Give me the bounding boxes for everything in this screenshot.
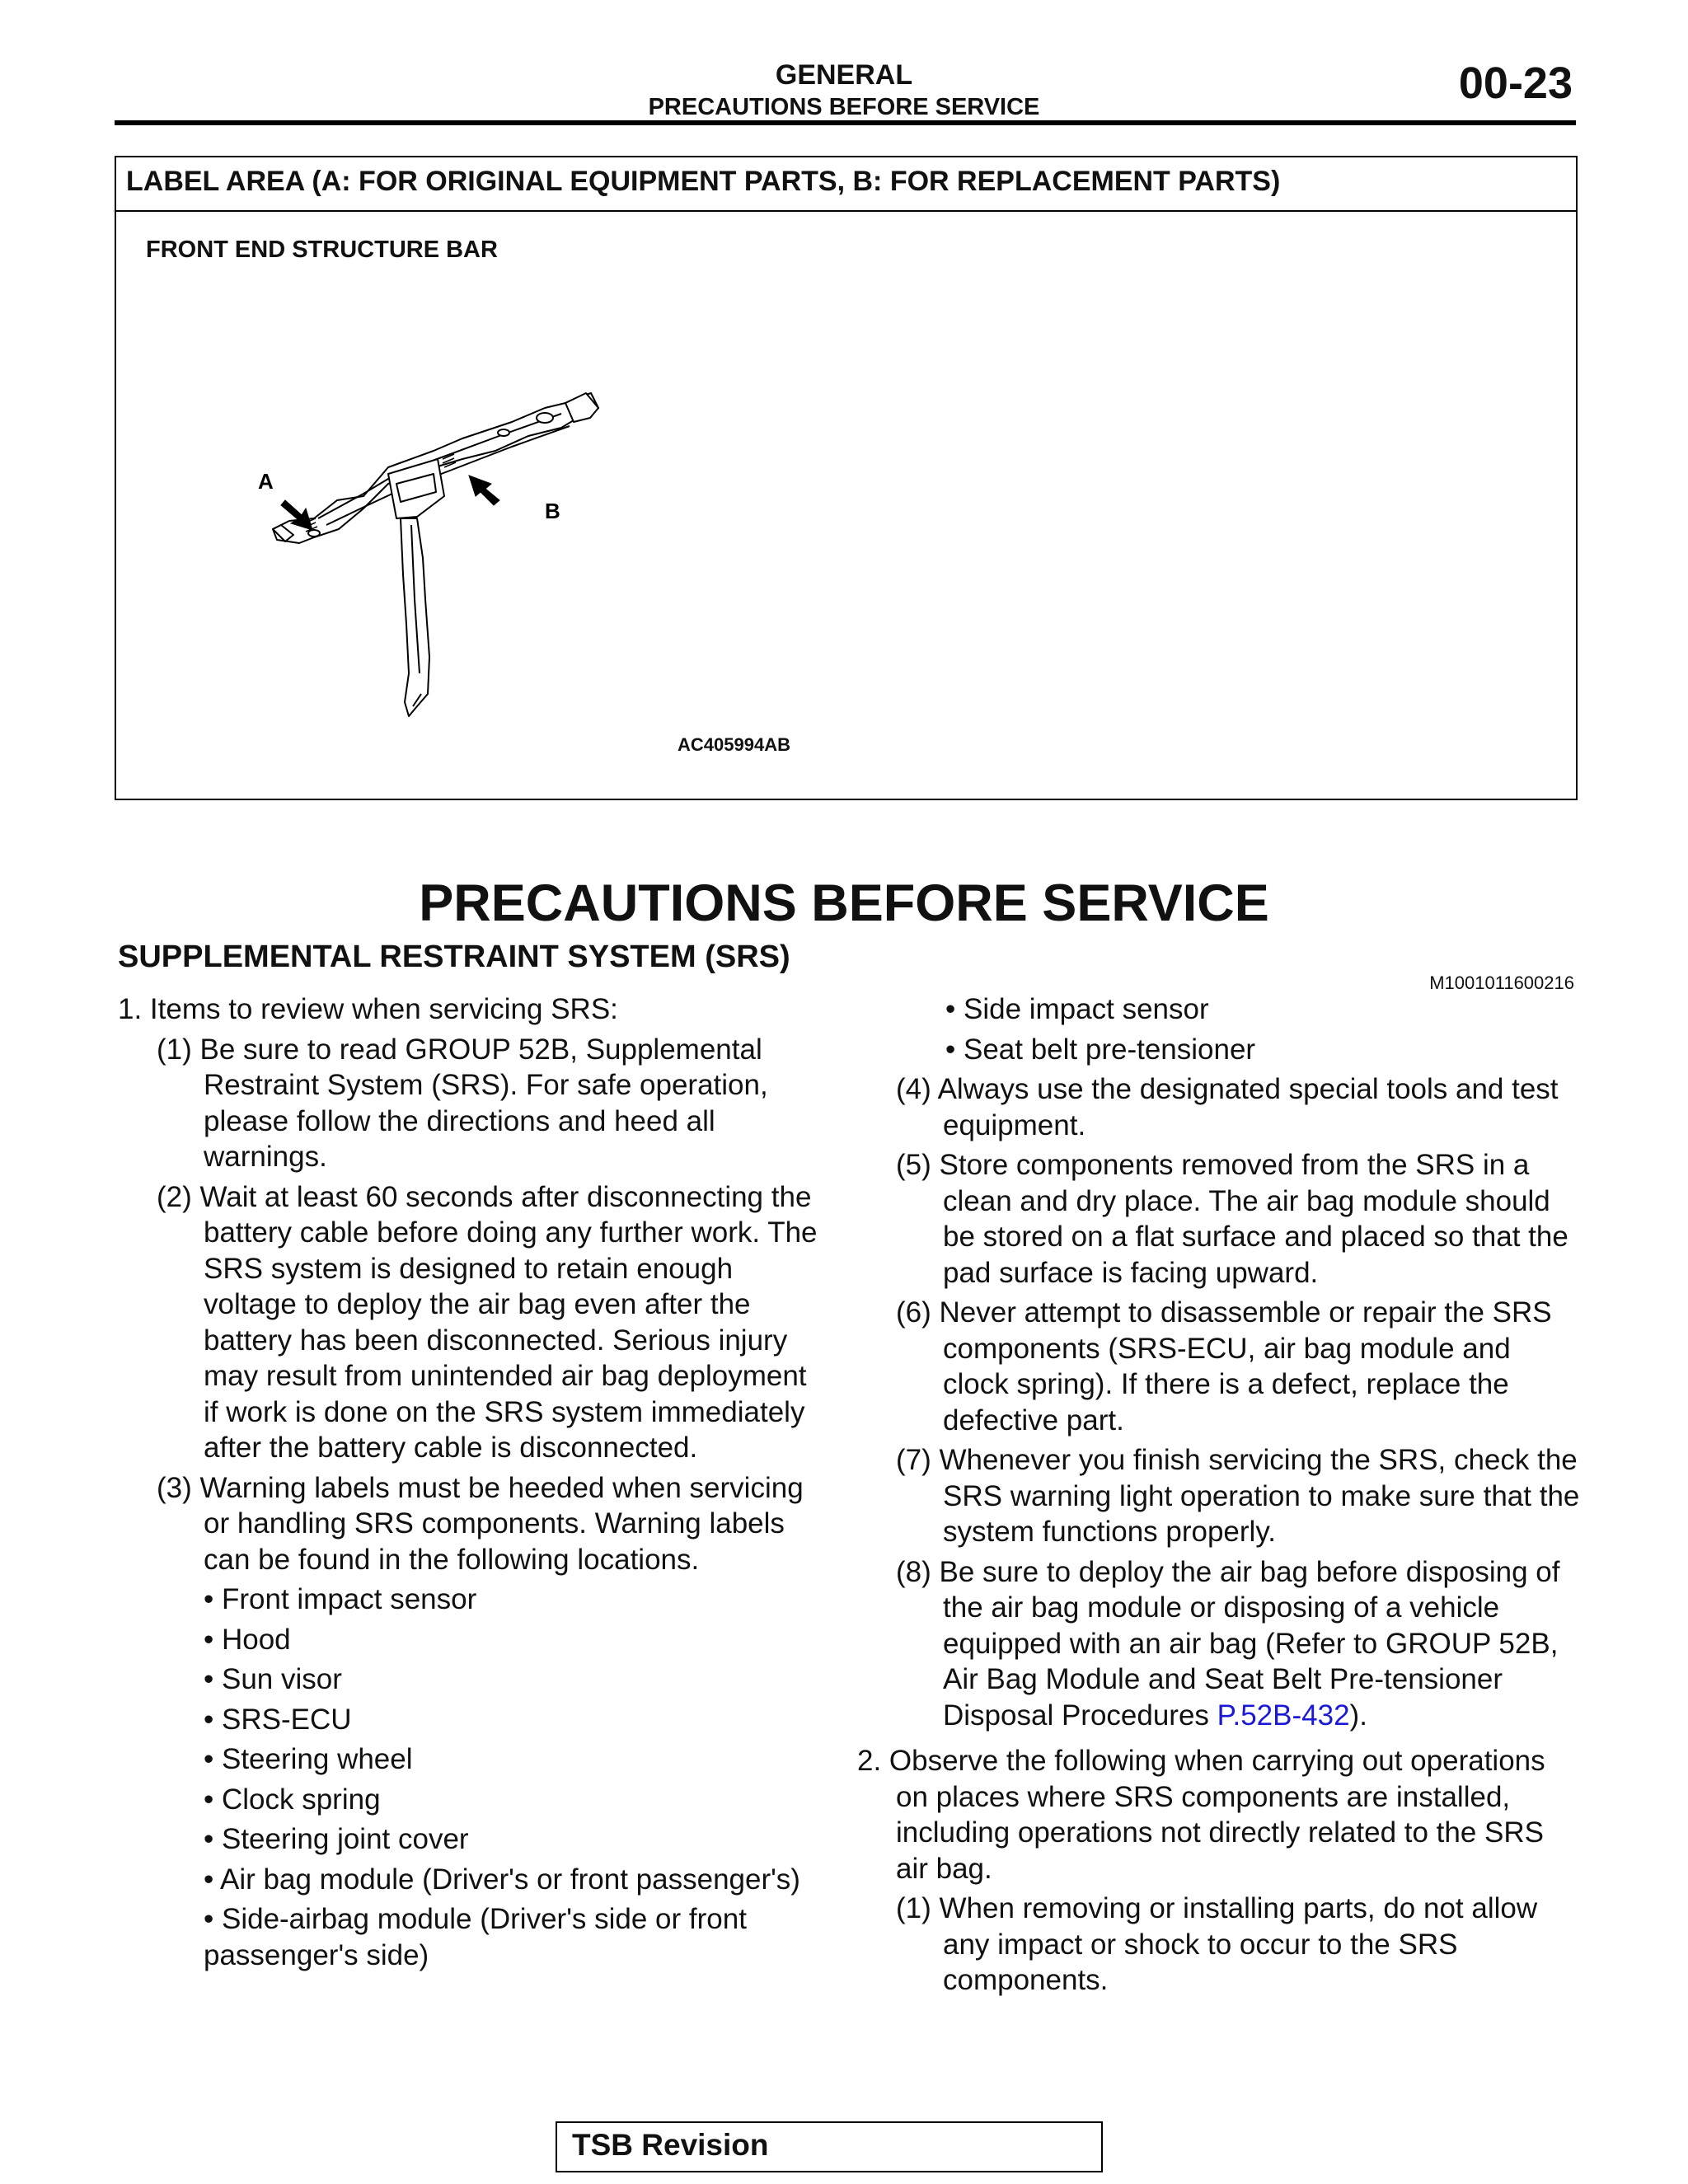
bullet-srs-ecu: • SRS-ECU bbox=[204, 1703, 352, 1736]
item-1-8 bbox=[857, 1554, 1582, 1734]
page-number: 00-23 bbox=[1458, 59, 1573, 108]
right-column bbox=[857, 991, 1582, 1999]
figure-title: LABEL AREA (A: FOR ORIGINAL EQUIPMENT PARTS, B: FOR REPLACEMENT PARTS) bbox=[126, 166, 1281, 197]
left-column bbox=[118, 991, 827, 1973]
bullet-side-impact-sensor: • Side impact sensor bbox=[945, 993, 1209, 1025]
item-1-1: (1) Be sure to read GROUP 52B, Supplemental Restraint System (SRS). For safe operation, please follow the directions and heed all warnings. bbox=[157, 1033, 768, 1173]
header-rule bbox=[115, 120, 1576, 125]
item-1: 1. Items to review when servicing SRS: bbox=[118, 993, 618, 1025]
arrow-b-icon bbox=[469, 476, 499, 505]
figure-header bbox=[116, 157, 1576, 212]
item-1-7: (7) Whenever you finish servicing the SRS, check the SRS warning light operation to make sure that the system functions properly. bbox=[896, 1444, 1580, 1548]
bullet-clock-spring: • Clock spring bbox=[204, 1783, 381, 1816]
front-end-structure-bar-illustration bbox=[116, 212, 1576, 789]
item-1-3: (3) Warning labels must be heeded when servicing or handling SRS components. Warning labels can be found in the following locations. bbox=[157, 1471, 804, 1576]
item-1-8-text: (8) Be sure to deploy the air bag before disposing of the air bag module or disposing of a vehicle equipped with an air bag (Refer to GROUP 52B, Air Bag Module and Seat Belt Pre-tensioner Disposal Procedures bbox=[896, 1555, 1560, 1732]
item-2-1: (1) When removing or installing parts, do not allow any impact or shock to occur to the SRS components. bbox=[896, 1892, 1538, 1996]
header-section: GENERAL bbox=[775, 59, 913, 91]
figure-code: AC405994AB bbox=[678, 734, 790, 755]
bullet-air-bag-module: • Air bag module (Driver's or front passenger's) bbox=[204, 1863, 800, 1896]
bullet-steering-wheel: • Steering wheel bbox=[204, 1743, 413, 1775]
item-1-4: (4) Always use the designated special tools and test equipment. bbox=[896, 1073, 1559, 1141]
bullet-front-impact-sensor: • Front impact sensor bbox=[204, 1583, 477, 1615]
main-title: PRECAUTIONS BEFORE SERVICE bbox=[419, 874, 1269, 932]
link-p52b-432[interactable]: P.52B-432 bbox=[1217, 1699, 1350, 1732]
item-2: 2. Observe the following when carrying out operations on places where SRS components are installed, including operations not directly related to the SRS air bag. bbox=[857, 1745, 1545, 1885]
bullet-side-airbag-module: • Side-airbag module (Driver's side or front passenger's side) bbox=[204, 1903, 747, 1971]
bullet-sun-visor: • Sun visor bbox=[204, 1663, 342, 1695]
item-1-5: (5) Store components removed from the SRS in a clean and dry place. The air bag module should be stored on a flat surface and placed so that the pad surface is facing upward. bbox=[896, 1149, 1568, 1289]
figure-box bbox=[115, 156, 1578, 800]
header-subsection: PRECAUTIONS BEFORE SERVICE bbox=[648, 94, 1040, 120]
item-1-8-end: ). bbox=[1349, 1699, 1367, 1732]
item-1-6: (6) Never attempt to disassemble or repair the SRS components (SRS-ECU, air bag module and clock spring). If there is a defect, replace the defective part. bbox=[896, 1296, 1552, 1436]
section-title: SUPPLEMENTAL RESTRAINT SYSTEM (SRS) bbox=[118, 940, 790, 974]
bullet-seat-belt-pre-tensioner: • Seat belt pre-tensioner bbox=[945, 1033, 1256, 1066]
tsb-revision-label: TSB Revision bbox=[572, 2128, 769, 2162]
label-b: B bbox=[545, 499, 560, 523]
label-a: A bbox=[258, 469, 274, 494]
reference-code: M1001011600216 bbox=[1429, 972, 1574, 993]
bullet-hood: • Hood bbox=[204, 1623, 291, 1656]
tsb-revision-box bbox=[556, 2121, 1103, 2172]
figure-caption: FRONT END STRUCTURE BAR bbox=[146, 237, 498, 263]
bullet-steering-joint-cover: • Steering joint cover bbox=[204, 1823, 469, 1855]
item-1-2: (2) Wait at least 60 seconds after disconnecting the battery cable before doing any further work. The SRS system is designed to retain enough voltage to deploy the air bag even after the battery has been disconnected. Serious injury may result from unintended air bag deployment if work is done on the SRS system immediately after the battery cable is disconnected. bbox=[157, 1180, 818, 1464]
